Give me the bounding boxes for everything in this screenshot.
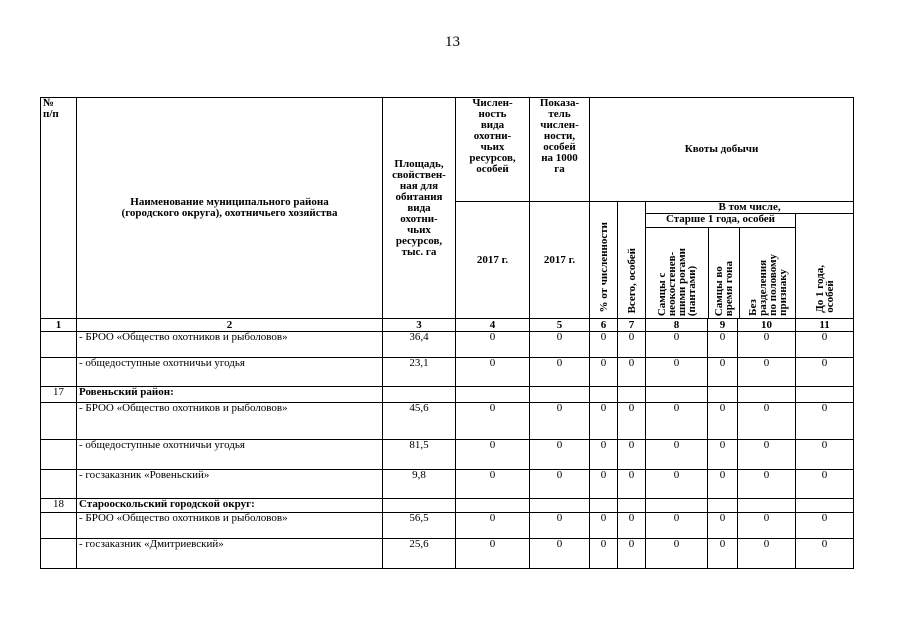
value-cell: 0	[590, 403, 618, 440]
value-cell: 0	[530, 358, 590, 387]
row-name: - общедоступные охотничьи угодья	[77, 358, 383, 387]
value-cell: 0	[530, 470, 590, 499]
value-cell	[646, 499, 708, 513]
index-cell: 5	[530, 319, 590, 332]
value-cell: 0	[590, 539, 618, 569]
value-cell: 0	[618, 539, 646, 569]
section-title: Ровеньский район:	[77, 387, 383, 403]
header-count: Числен- ность вида охотни- чьих ресурсов, особей	[456, 98, 530, 202]
row-number: 18	[41, 499, 77, 513]
page-number: 13	[445, 34, 460, 50]
table-row	[41, 539, 854, 569]
value-cell	[618, 499, 646, 513]
header-quota: Квоты добычи	[590, 98, 854, 202]
value-cell	[456, 387, 530, 403]
table-row	[41, 440, 854, 470]
value-cell: 0	[590, 470, 618, 499]
row-name: - БРОО «Общество охотников и рыболовов»	[77, 403, 383, 440]
value-cell: 0	[530, 332, 590, 358]
value-cell: 0	[590, 513, 618, 539]
value-cell: 0	[618, 440, 646, 470]
value-cell: 0	[738, 539, 796, 569]
value-cell: 0	[646, 470, 708, 499]
column-index-row	[41, 319, 854, 332]
table-row	[41, 513, 854, 539]
value-cell: 0	[530, 539, 590, 569]
value-cell: 0	[738, 513, 796, 539]
value-cell	[530, 387, 590, 403]
value-cell: 0	[738, 403, 796, 440]
value-cell: 0	[796, 403, 854, 440]
value-cell	[456, 499, 530, 513]
table-row	[41, 403, 854, 440]
header-young: До 1 года, особей	[796, 214, 854, 319]
index-cell: 6	[590, 319, 618, 332]
table-body	[41, 332, 854, 569]
header-density: Показа- тель числен- ности, особей на 1000 га	[530, 98, 590, 202]
value-cell: 0	[530, 403, 590, 440]
header-name: Наименование муниципального района (городского округа), охотничьего хозяйства	[77, 98, 383, 319]
value-cell: 0	[530, 440, 590, 470]
header-males-rut: Самцы во время гона	[709, 228, 740, 318]
value-cell: 0	[738, 470, 796, 499]
index-cell: 2	[77, 319, 383, 332]
value-cell: 0	[796, 440, 854, 470]
value-cell	[708, 387, 738, 403]
row-name: - БРОО «Общество охотников и рыболовов»	[77, 332, 383, 358]
value-cell: 0	[618, 332, 646, 358]
value-cell: 0	[456, 358, 530, 387]
row-name: - госзаказник «Ровеньский»	[77, 470, 383, 499]
value-cell	[646, 387, 708, 403]
row-number	[41, 539, 77, 569]
value-cell: 0	[590, 358, 618, 387]
value-cell: 0	[618, 513, 646, 539]
value-cell: 0	[646, 358, 708, 387]
header-total: Всего, особей	[618, 202, 646, 319]
table-row	[41, 332, 854, 358]
row-number	[41, 440, 77, 470]
header-count-year: 2017 г.	[456, 202, 530, 319]
value-cell: 0	[738, 332, 796, 358]
value-cell: 0	[796, 332, 854, 358]
header-older: Старше 1 года, особей	[646, 214, 795, 228]
row-area: 9,8	[383, 470, 456, 499]
table-row	[41, 470, 854, 499]
value-cell	[796, 499, 854, 513]
row-area: 36,4	[383, 332, 456, 358]
value-cell: 0	[708, 440, 738, 470]
value-cell: 0	[618, 403, 646, 440]
value-cell	[618, 387, 646, 403]
row-number: 17	[41, 387, 77, 403]
row-name: - общедоступные охотничьи угодья	[77, 440, 383, 470]
header-density-year: 2017 г.	[530, 202, 590, 319]
value-cell: 0	[738, 440, 796, 470]
value-cell	[590, 499, 618, 513]
value-cell: 0	[796, 358, 854, 387]
value-cell: 0	[708, 470, 738, 499]
value-cell: 0	[456, 539, 530, 569]
section-row	[41, 499, 854, 513]
value-cell	[738, 499, 796, 513]
index-cell: 3	[383, 319, 456, 332]
header-males: Самцы с неокостенев- шими рогами (пантами)	[646, 228, 709, 318]
value-cell: 0	[456, 332, 530, 358]
index-cell: 4	[456, 319, 530, 332]
value-cell: 0	[708, 403, 738, 440]
row-number	[41, 513, 77, 539]
index-cell: 9	[708, 319, 738, 332]
value-cell: 0	[796, 513, 854, 539]
value-cell: 0	[646, 513, 708, 539]
row-number	[41, 358, 77, 387]
value-cell: 0	[796, 539, 854, 569]
section-title: Старооскольский городской округ:	[77, 499, 383, 513]
value-cell: 0	[456, 440, 530, 470]
row-name: - БРОО «Общество охотников и рыболовов»	[77, 513, 383, 539]
value-cell: 0	[590, 440, 618, 470]
value-cell	[738, 387, 796, 403]
quota-table	[40, 97, 854, 569]
index-cell: 7	[618, 319, 646, 332]
header-number: № п/п	[41, 98, 77, 319]
value-cell: 0	[796, 470, 854, 499]
row-area	[383, 387, 456, 403]
value-cell: 0	[646, 332, 708, 358]
value-cell	[796, 387, 854, 403]
row-area	[383, 499, 456, 513]
index-cell: 8	[646, 319, 708, 332]
index-cell: 11	[796, 319, 854, 332]
value-cell: 0	[738, 358, 796, 387]
row-area: 23,1	[383, 358, 456, 387]
header-area: Площадь, свойствен- ная для обитания вида охотни- чьих ресурсов, тыс. га	[383, 98, 456, 319]
header-no-sex: Без разделения по половому признаку	[746, 254, 789, 316]
row-area: 25,6	[383, 539, 456, 569]
value-cell: 0	[590, 332, 618, 358]
value-cell: 0	[708, 513, 738, 539]
value-cell: 0	[708, 358, 738, 387]
row-area: 56,5	[383, 513, 456, 539]
value-cell	[590, 387, 618, 403]
value-cell: 0	[456, 403, 530, 440]
index-cell: 1	[41, 319, 77, 332]
row-number	[41, 332, 77, 358]
value-cell: 0	[530, 513, 590, 539]
value-cell: 0	[708, 539, 738, 569]
row-name: - госзаказник «Дмитриевский»	[77, 539, 383, 569]
index-cell: 10	[738, 319, 796, 332]
table-row	[41, 358, 854, 387]
value-cell: 0	[618, 470, 646, 499]
value-cell	[530, 499, 590, 513]
value-cell: 0	[456, 470, 530, 499]
value-cell: 0	[618, 358, 646, 387]
section-row	[41, 387, 854, 403]
value-cell: 0	[708, 332, 738, 358]
value-cell: 0	[646, 539, 708, 569]
value-cell	[708, 499, 738, 513]
row-area: 45,6	[383, 403, 456, 440]
value-cell: 0	[456, 513, 530, 539]
row-number	[41, 470, 77, 499]
value-cell: 0	[646, 440, 708, 470]
header-including: В том числе,	[646, 202, 854, 214]
header-older-group	[646, 214, 796, 319]
row-area: 81,5	[383, 440, 456, 470]
value-cell: 0	[646, 403, 708, 440]
row-number	[41, 403, 77, 440]
header-percent: % от численности	[590, 202, 618, 319]
